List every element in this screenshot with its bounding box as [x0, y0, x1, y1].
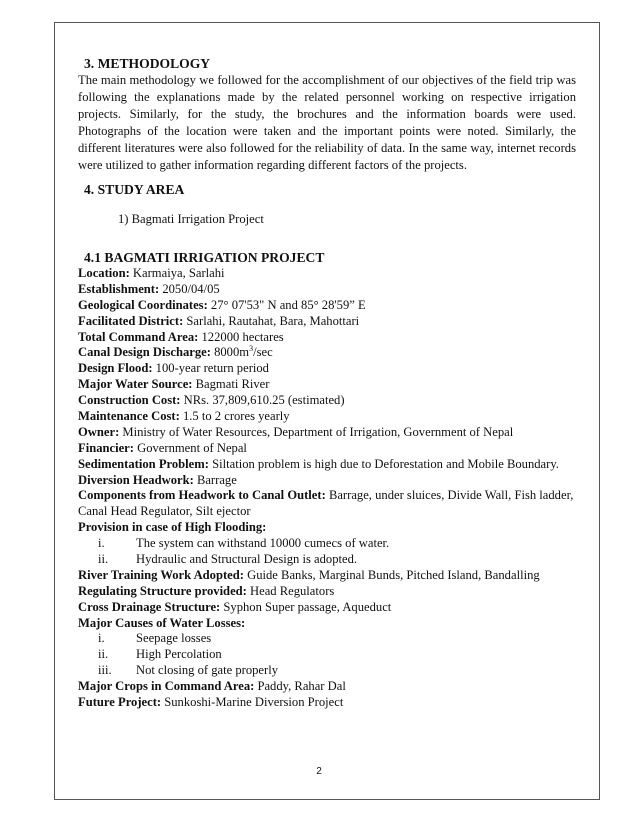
page-number: 2 [316, 766, 322, 777]
detail-owner: Owner: Ministry of Water Resources, Department of Irrigation, Government of Nepal [78, 424, 514, 439]
project-details [78, 266, 576, 711]
detail-district: Facilitated District: Sarlahi, Rautahat, Bara, Mahottari [78, 313, 360, 328]
detail-flood: Design Flood: 100-year return period [78, 361, 269, 376]
detail-components-cont: Canal Head Regulator, Silt ejector [78, 504, 251, 519]
detail-water-losses-label: Major Causes of Water Losses: [78, 615, 246, 630]
detail-financier: Financier: Government of Nepal [78, 440, 247, 455]
detail-discharge: Canal Design Discharge: $8000m^3/\sec$ [78, 344, 273, 360]
detail-regulating: Regulating Structure provided: Head Regulators [78, 583, 335, 598]
methodology-heading: 3. METHODOLOGY [84, 56, 211, 71]
detail-crops: Major Crops in Command Area: Paddy, Rahar Dal [78, 679, 346, 694]
detail-flooding-label: Provision in case of High Flooding: [78, 520, 267, 535]
list-item: iii. Not closing of gate properly [98, 663, 278, 678]
list-item: i. The system can withstand 10000 cumecs of water. [98, 536, 390, 551]
detail-headwork: Diversion Headwork: Barrage [78, 472, 237, 487]
detail-coordinates: Geological Coordinates: 27° 07'53" N and 85° 28'59” E [78, 297, 366, 312]
detail-components: Components from Headwork to Canal Outlet: Barrage, under sluices, Divide Wall, Fish ladder, [78, 488, 574, 503]
list-item: i. Seepage losses [98, 631, 212, 646]
detail-maintenance-cost: Maintenance Cost: 1.5 to 2 crores yearly [78, 409, 290, 424]
study-area-heading: 4. STUDY AREA [84, 182, 185, 197]
methodology-paragraph: The main methodology we followed for the accomplishment of our objectives of the field trip was following the explanations made by the related personnel working on respective irrigation projects. Similarly, for the study, the brochures and the information boards were used. Photographs of the location were taken and the important points were noted. Similarly, the different literatures were also followed for the reliability of data. In the same way, internet records were utilized to gather information regarding different factors of the projects. [78, 73, 576, 172]
detail-location: Location: Karmaiya, Sarlahi [78, 266, 225, 280]
bagmati-heading: 4.1 BAGMATI IRRIGATION PROJECT [84, 250, 325, 265]
detail-river-training: River Training Work Adopted: Guide Banks, Marginal Bunds, Pitched Island, Bandalling [78, 567, 540, 582]
detail-command-area: Total Command Area: 122000 hectares [78, 329, 284, 344]
list-item: ii. Hydraulic and Structural Design is adopted. [98, 552, 358, 567]
detail-establishment: Establishment: 2050/04/05 [78, 281, 220, 296]
list-item: ii. High Percolation [98, 647, 222, 662]
detail-construction-cost: Construction Cost: NRs. 37,809,610.25 (estimated) [78, 393, 345, 408]
detail-sedimentation: Sedimentation Problem: Siltation problem is high due to Deforestation and Mobile Boundary. [78, 456, 559, 471]
detail-future: Future Project: Sunkoshi-Marine Diversion Project [78, 695, 344, 710]
detail-water-source: Major Water Source: Bagmati River [78, 377, 270, 392]
study-area-item: 1) Bagmati Irrigation Project [118, 212, 264, 226]
detail-cross-drainage: Cross Drainage Structure: Syphon Super passage, Aqueduct [78, 599, 392, 614]
